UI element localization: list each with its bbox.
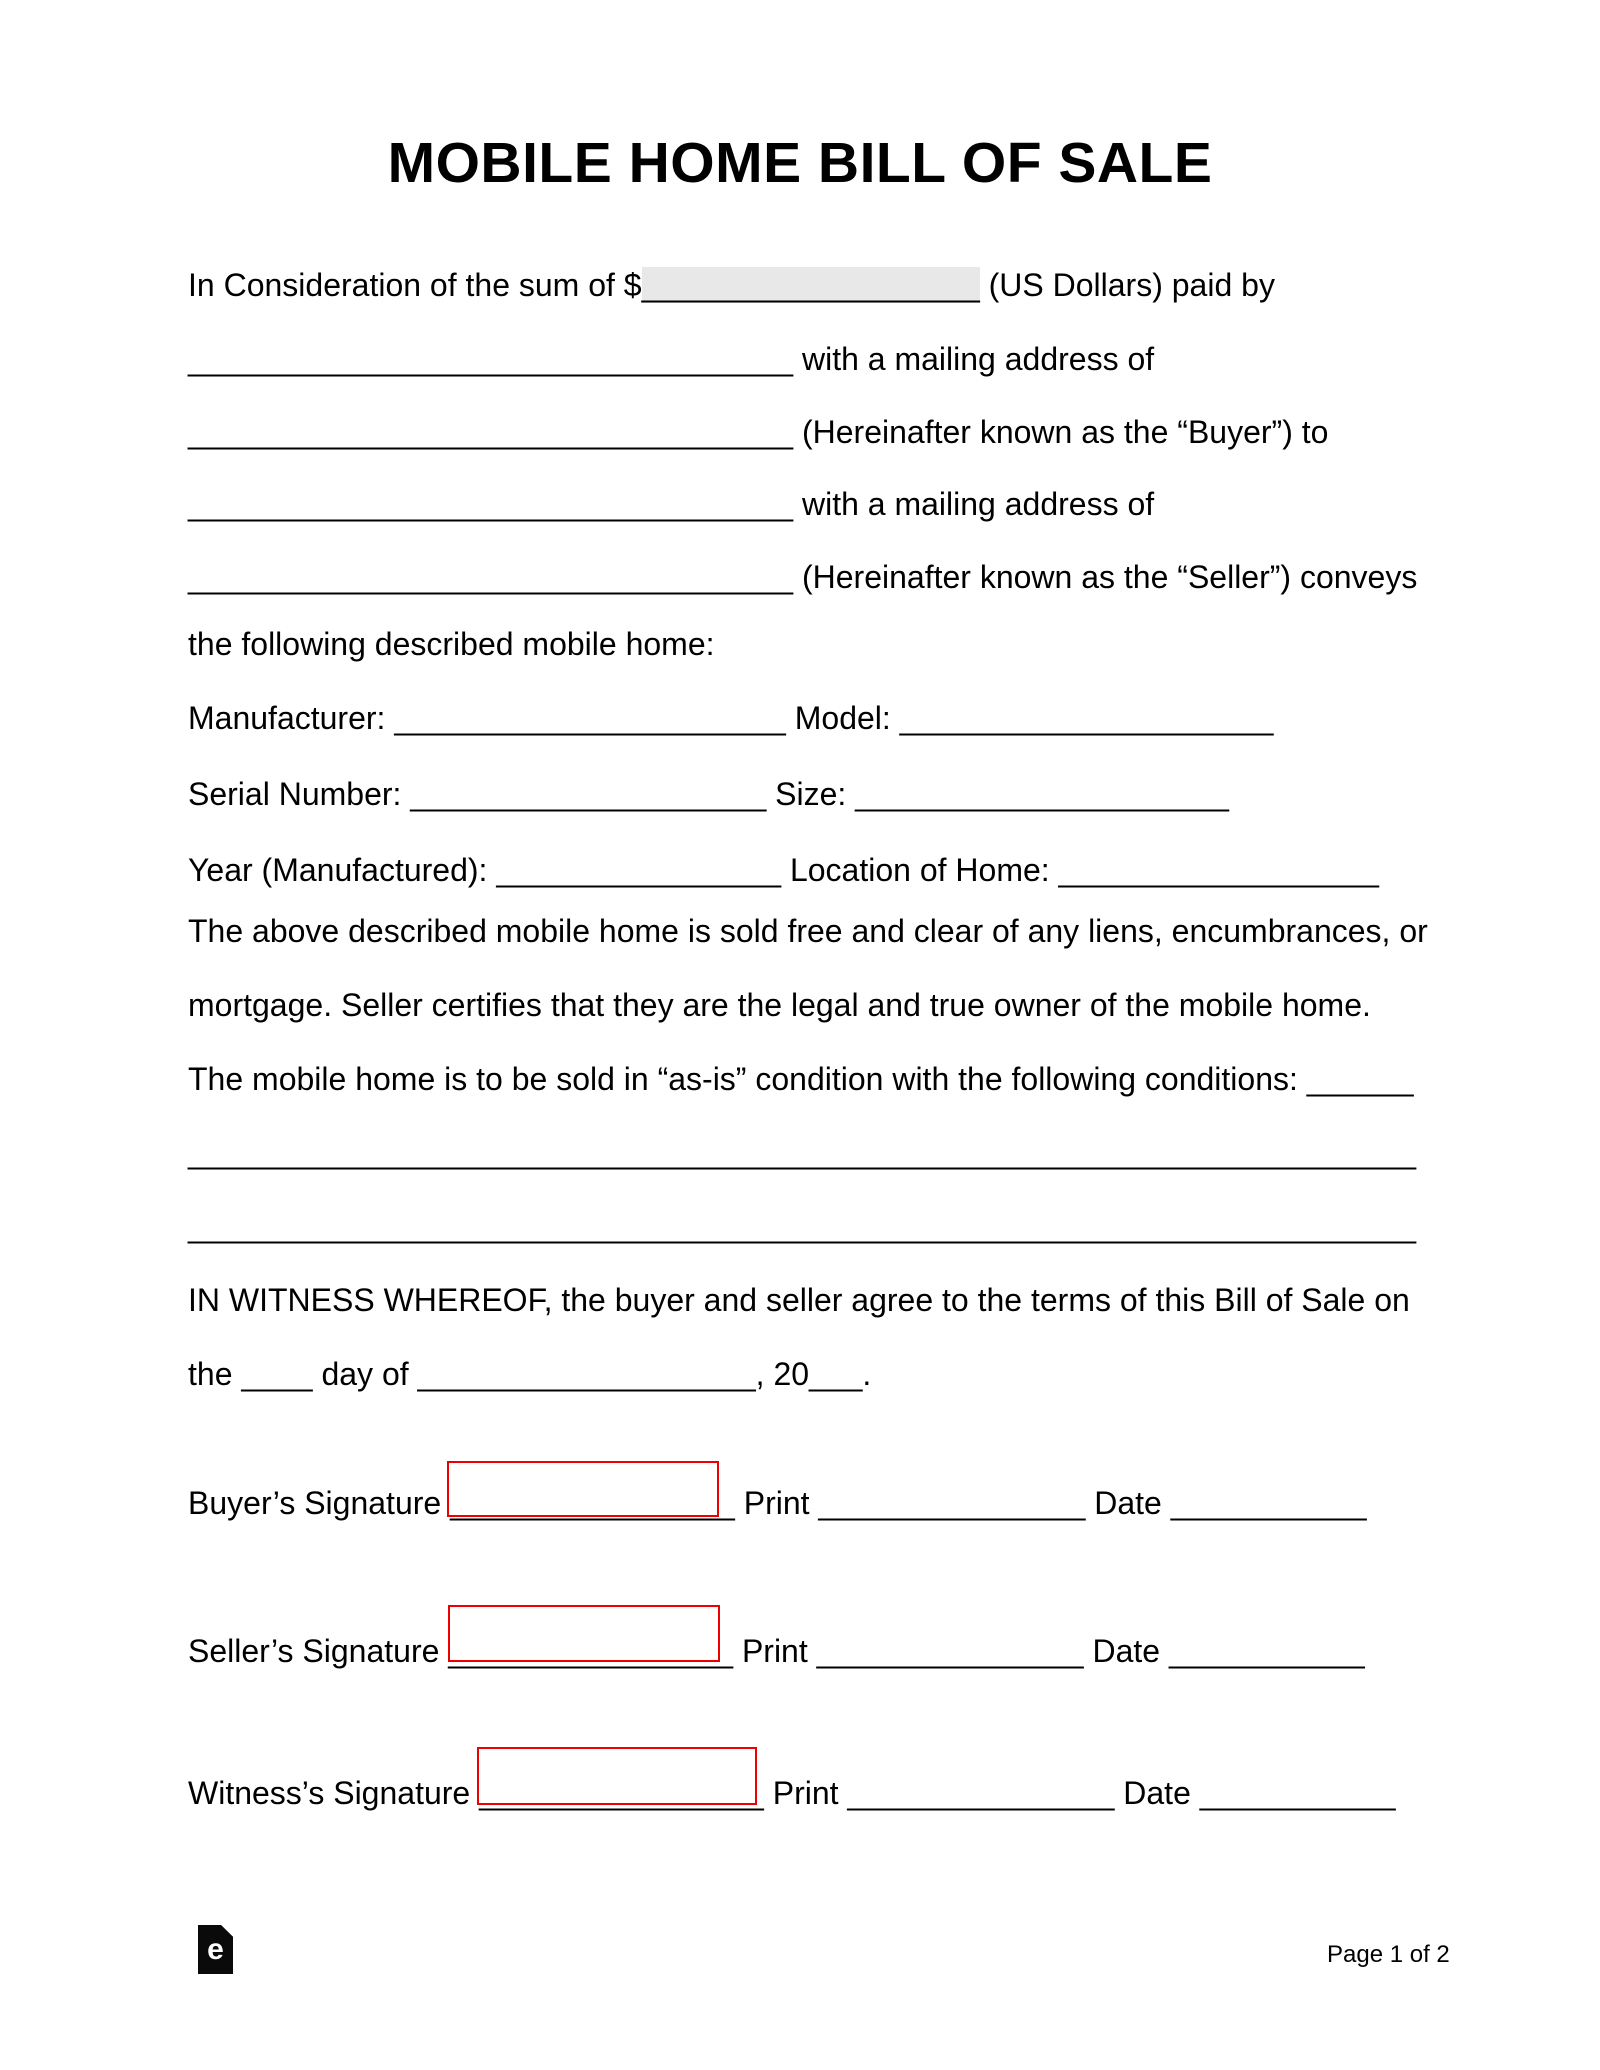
witness-print-label: Print (772, 1775, 848, 1811)
conditions-blank-line-1: _____________________________________________________________________ (188, 1134, 1416, 1170)
seller-name-line: __________________________________ with a mailing address of (188, 486, 1155, 522)
page-number: Page 1 of 2 (1327, 1941, 1450, 1968)
serial-size-line: Serial Number: ____________________ Size: _____________________ (188, 776, 1229, 812)
eforms-logo-letter: e (207, 1933, 224, 1966)
seller-signature-line[interactable]: ________________ (448, 1633, 742, 1669)
witness-whereof-line: IN WITNESS WHEREOF, the buyer and seller agree to the terms of this Bill of Sale on (188, 1282, 1410, 1318)
buyer-print-label: Print (743, 1485, 819, 1521)
buyer-date-line[interactable]: ___________ (1170, 1485, 1367, 1521)
seller-print-label: Print (741, 1633, 817, 1669)
witness-signature-label: Witness’s Signature (188, 1775, 480, 1811)
witness-date-line[interactable]: ___________ (1199, 1775, 1396, 1811)
page-title: MOBILE HOME BILL OF SALE (387, 131, 1213, 195)
seller-signature-label: Seller’s Signature (188, 1633, 449, 1669)
described-home-line: the following described mobile home: (188, 626, 715, 662)
eforms-logo (198, 1925, 233, 1974)
sum-amount-field[interactable]: ___________________ (641, 267, 980, 303)
seller-hereinafter-line: __________________________________ (Hereinafter known as the “Seller”) conveys (188, 559, 1418, 595)
free-clear-line-1: The above described mobile home is sold free and clear of any liens, encumbrances, or (188, 913, 1428, 949)
buyer-signature-box[interactable] (447, 1461, 719, 1517)
consideration-line (188, 249, 1275, 322)
consideration-suffix: (US Dollars) paid by (979, 267, 1275, 303)
buyer-signature-label: Buyer’s Signature (188, 1485, 451, 1521)
buyer-signature-row (188, 1467, 1367, 1540)
consideration-prefix: In Consideration of the sum of $ (188, 267, 642, 303)
seller-signature-row (188, 1615, 1365, 1688)
buyer-date-label: Date (1094, 1485, 1171, 1521)
seller-print-line[interactable]: _______________ (816, 1633, 1093, 1669)
witness-signature-line[interactable]: ________________ (479, 1775, 773, 1811)
witness-print-line[interactable]: _______________ (847, 1775, 1124, 1811)
conditions-blank-line-2: _____________________________________________________________________ (188, 1208, 1416, 1244)
buyer-name-line: __________________________________ with a mailing address of (188, 341, 1155, 377)
witness-signature-row (188, 1757, 1396, 1830)
free-clear-line-2: mortgage. Seller certifies that they are the legal and true owner of the mobile home. (188, 987, 1371, 1023)
witness-date-label: Date (1123, 1775, 1200, 1811)
buyer-signature-line[interactable]: ________________ (450, 1485, 744, 1521)
witness-signature-box[interactable] (477, 1747, 757, 1805)
year-location-line: Year (Manufactured): ________________ Location of Home: __________________ (188, 852, 1379, 888)
seller-date-line[interactable]: ___________ (1168, 1633, 1365, 1669)
buyer-print-line[interactable]: _______________ (818, 1485, 1095, 1521)
seller-date-label: Date (1092, 1633, 1169, 1669)
buyer-hereinafter-line: __________________________________ (Hereinafter known as the “Buyer”) to (188, 414, 1329, 450)
manufacturer-model-line: Manufacturer: ______________________ Model: _____________________ (188, 700, 1274, 736)
execution-date-line: the ____ day of ___________________, 20___. (188, 1356, 872, 1392)
as-is-conditions-line: The mobile home is to be sold in “as-is” condition with the following conditions: ______ (188, 1061, 1414, 1097)
seller-signature-box[interactable] (448, 1605, 720, 1662)
